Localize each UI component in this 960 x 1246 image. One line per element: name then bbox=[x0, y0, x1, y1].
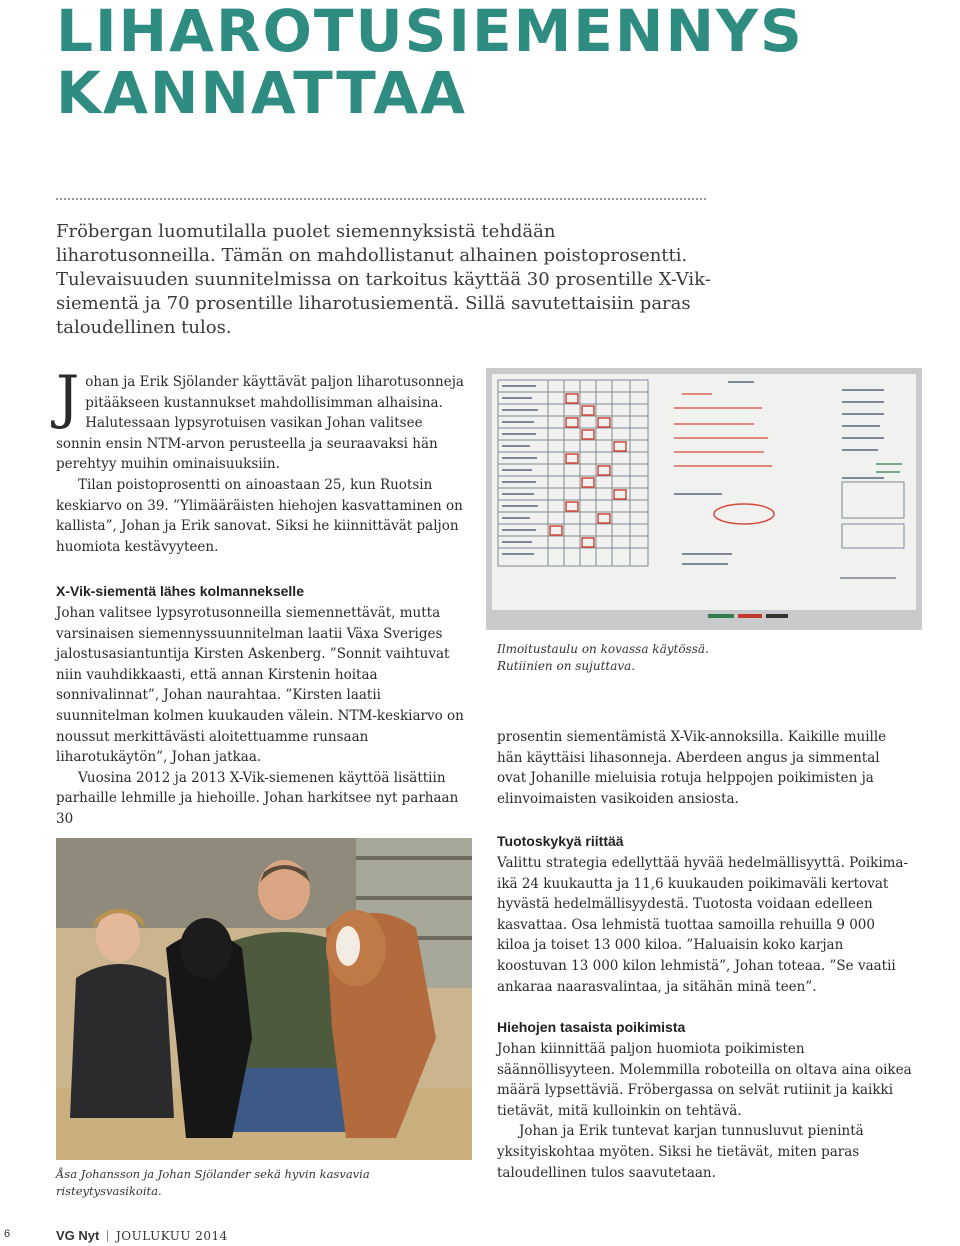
section-heading-xvik: X-Vik-siementä lähes kolmannekselle bbox=[56, 583, 304, 599]
whiteboard-photo bbox=[486, 368, 922, 630]
section-xvik bbox=[56, 581, 472, 830]
whiteboard-caption bbox=[497, 641, 917, 675]
page-number: 6 bbox=[4, 1228, 11, 1240]
photo-caption: Åsa Johansson ja Johan Sjölander sekä hyvin kasvavia risteytysvasikoita. bbox=[56, 1167, 370, 1198]
farm-photo-image bbox=[56, 838, 472, 1160]
whiteboard-caption-line-1: Ilmoitustaulu on kovassa käytössä. bbox=[497, 642, 709, 656]
section-tuotos bbox=[497, 831, 912, 997]
dotted-divider bbox=[56, 198, 706, 200]
drop-cap: J bbox=[56, 363, 80, 431]
footer-separator: | bbox=[106, 1228, 110, 1242]
hiehot-paragraph-1: Johan kiinnittää paljon huomiota poikimisten säännöllisyyteen. Molemmilla roboteilla on oltava aina oikea määrä lypsettäviä. Fröbergassa on selvät rutiinit ja kaikki tietävät, mitä kulloinkin on tehtävä. bbox=[497, 1041, 912, 1119]
article-title bbox=[56, 0, 936, 127]
issue-date: JOULUKUU 2014 bbox=[116, 1229, 228, 1243]
farm-photo bbox=[56, 838, 472, 1160]
right-column-continuation bbox=[497, 727, 912, 809]
whiteboard-caption-line-2: Rutiinien on sujuttava. bbox=[497, 659, 636, 673]
lead-paragraph: Fröbergan luomutilalla puolet siemennyksistä tehdään liharotusonneilla. Tämän on mahdollistanut alhainen poistoprosentti. Tulevaisuuden suunnitelmissa on tarkoitus käyttää 30 prosentille X-Vik-siementä ja 70 prosentille liharotusiementä. Sillä savutettaisiin paras taloudellinen tulos. bbox=[56, 221, 711, 338]
intro-paragraph-2: Tilan poistoprosentti on ainoastaan 25, kun Ruotsin keskiarvo on 39. ”Ylimääräisten hiehojen kasvattaminen on kallista”, Johan ja Erik sanovat. Siksi he kiinnittävät paljon huomiota kestävyyteen. bbox=[56, 476, 463, 555]
page-footer bbox=[0, 1226, 400, 1246]
intro-paragraph-1 bbox=[56, 363, 472, 475]
section-heading-hiehot: Hiehojen tasaista poikimista bbox=[497, 1019, 686, 1035]
whiteboard-image bbox=[492, 374, 916, 624]
section-heading-tuotos: Tuotoskykyä riittää bbox=[497, 833, 624, 849]
intro-text-1: ohan ja Erik Sjölander käyttävät paljon liharotusonneja pitääkseen kustannukset mahdollisimman alhaisina. Halutessaan lypsyrotuisen vasikan Johan valitsee sonnin ensin NTM-arvon perusteella ja seuraavaksi hän perehtyy muihin ominaisuuksiin. bbox=[56, 374, 464, 473]
section-hiehot bbox=[497, 1017, 912, 1183]
xvik-paragraph-2: Vuosina 2012 ja 2013 X-Vik-siemenen käyttöä lisättiin parhaille lehmille ja hiehoille. Johan harkitsee nyt parhaan 30 bbox=[56, 769, 459, 827]
continuation-paragraph: prosentin siementämistä X-Vik-annoksilla. Kaikille muille hän käyttäisi lihasonneja. Aberdeen angus ja simmental ovat Johanille mieluisia rotuja helppojen poikimisten ja elinvoimaisten vasikoiden ansiosta. bbox=[497, 729, 887, 807]
title-line-2: KANNATTAA bbox=[56, 59, 468, 127]
xvik-paragraph-1: Johan valitsee lypsyrotusonneilla siemennettävät, mutta varsinaisen siemennyssuunnitelman laatii Växa Sveriges jalostusasiantuntija Kirsten Askenberg. ”Sonnit vaihtuvat niin vauhdikkaasti, että annan Kirstenin hoitaa sonnivalinnat”, Johan naurahtaa. ”Kirsten laatii suunnitelman kolmen kuukauden välein. NTM-keskiarvo on noussut merkittävästi aloitettuamme runsaan liharotukäytön”, Johan jatkaa. bbox=[56, 605, 464, 766]
magazine-name: VG Nyt bbox=[56, 1228, 100, 1243]
title-line-1: LIHAROTUSIEMENNYS bbox=[56, 0, 804, 65]
hiehot-paragraph-2: Johan ja Erik tuntevat karjan tunnusluvut pienintä yksityiskohtaa myöten. Siksi he tietävät, miten paras taloudellinen tulos saavutetaan. bbox=[497, 1123, 864, 1181]
intro-section bbox=[56, 363, 472, 557]
tuotos-paragraph-1: Valittu strategia edellyttää hyvää hedelmällisyyttä. Poikima-ikä 24 kuukautta ja 11,6 kuukauden poikimaväli kertovat hyvästä hedelmällisyydestä. Tuotosta voidaan edelleen kasvattaa. Osa lehmistä tuottaa samoilla rehuilla 9 000 kiloa ja toiset 13 000 kiloa. ”Haluaisin koko karjan koostuvan 13 000 kilon lehmistä”, Johan toteaa. ”Se vaatii ankaraa naarasvalintaa, ja sitähän minä teen”. bbox=[497, 855, 909, 995]
